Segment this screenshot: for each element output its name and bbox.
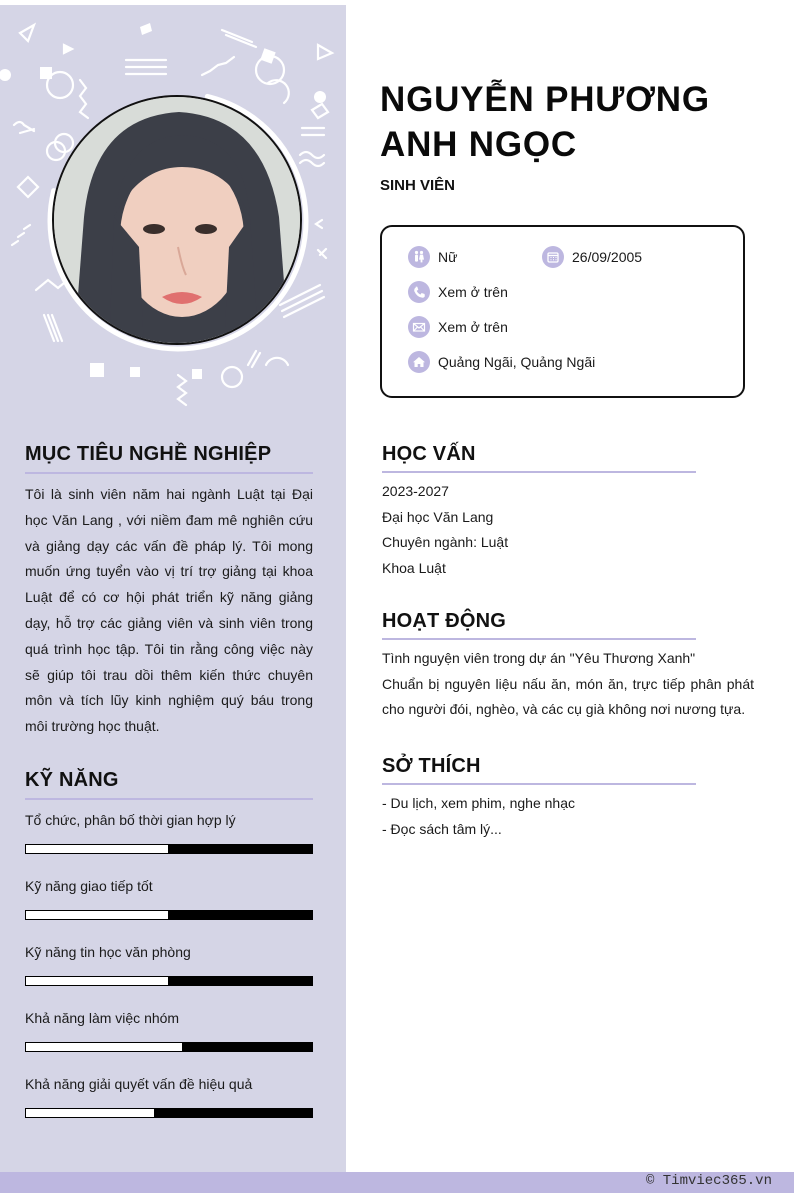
skill-bar xyxy=(25,1042,313,1052)
education-section xyxy=(382,441,754,581)
cv-page xyxy=(0,5,794,1172)
education-faculty: Khoa Luật xyxy=(382,559,446,576)
job-title: SINH VIÊN xyxy=(380,177,456,194)
section-divider xyxy=(25,472,313,474)
profile-header xyxy=(380,77,760,194)
home-icon xyxy=(408,351,430,373)
hobbies-section xyxy=(382,753,754,842)
education-school: Đại học Văn Lang xyxy=(382,508,494,525)
skill-label: Kỹ năng tin học văn phòng xyxy=(25,944,191,960)
email-row xyxy=(408,316,508,338)
skill-item xyxy=(25,1064,313,1130)
section-divider xyxy=(382,783,696,785)
birthday-value: 26/09/2005 xyxy=(572,249,643,265)
phone-value: Xem ở trên xyxy=(438,284,508,300)
full-name xyxy=(380,77,760,167)
skill-bar-fill xyxy=(25,976,169,986)
objective-text: Tôi là sinh viên năm hai ngành Luật tại Đại học Văn Lang , với niềm đam mê nghiên cứu và giảng dạy các vấn đề pháp lý. Tôi mong muốn ứng tuyển vào vị trí trợ giảng tại khoa Luật để có cơ hội phát triển kỹ năng giảng dạy, hỗ trợ các giảng viên và sinh viên trong quá trình học tập. Tôi tin rằng công việc này sẽ giúp tôi trau dồi thêm kiến thức chuyên môn và tích lũy kinh nghiệm quý báu trong môi trường học thuật. xyxy=(25,486,313,735)
gender-icon xyxy=(408,246,430,268)
career-objective-section xyxy=(25,441,313,740)
skill-item xyxy=(25,800,313,866)
skill-label: Tổ chức, phân bố thời gian hợp lý xyxy=(25,812,236,828)
skill-bar-fill xyxy=(25,1108,155,1118)
address-value: Quảng Ngãi, Quảng Ngãi xyxy=(438,354,596,370)
phone-icon xyxy=(408,281,430,303)
skill-bar-fill xyxy=(25,1042,183,1052)
name-line-1: NGUYỄN PHƯƠNG xyxy=(380,80,710,119)
birthday-row xyxy=(542,246,642,268)
skill-bar xyxy=(25,1108,313,1118)
skills-section xyxy=(25,767,313,1130)
skill-label: Kỹ năng giao tiếp tốt xyxy=(25,878,153,894)
section-title: MỤC TIÊU NGHỀ NGHIỆP xyxy=(25,443,272,465)
education-period: 2023-2027 xyxy=(382,483,449,499)
skill-label: Khả năng làm việc nhóm xyxy=(25,1010,180,1026)
skill-item xyxy=(25,998,313,1064)
skill-item xyxy=(25,932,313,998)
skill-bar xyxy=(25,976,313,986)
skill-label: Khả năng giải quyết vấn đề hiệu quả xyxy=(25,1076,253,1092)
email-value: Xem ở trên xyxy=(438,319,508,335)
hobbies-list xyxy=(382,791,754,842)
activity-title: Tình nguyện viên trong dự án "Yêu Thương Xanh" xyxy=(382,650,696,666)
section-divider xyxy=(382,471,696,473)
section-title: HOẠT ĐỘNG xyxy=(382,610,507,632)
activities-details xyxy=(382,646,754,723)
gender-value: Nữ xyxy=(438,249,458,265)
education-details xyxy=(382,479,754,581)
phone-row xyxy=(408,281,508,303)
activity-description: Chuẩn bị nguyên liệu nấu ăn, món ăn, trực tiếp phân phát cho người đói, nghèo, và các cụ già không nơi nương tựa. xyxy=(382,675,754,717)
activities-section xyxy=(382,608,754,723)
email-icon xyxy=(408,316,430,338)
contact-info-card xyxy=(380,225,745,398)
gender-row xyxy=(408,246,457,268)
hobby-item: - Đọc sách tâm lý... xyxy=(382,820,502,837)
section-title: HỌC VẤN xyxy=(382,443,476,465)
address-row xyxy=(408,351,595,373)
section-title: KỸ NĂNG xyxy=(25,769,119,791)
hobby-item: - Du lịch, xem phim, nghe nhạc xyxy=(382,795,575,811)
section-title: SỞ THÍCH xyxy=(382,755,481,777)
calendar-icon xyxy=(542,246,564,268)
name-line-2: ANH NGỌC xyxy=(380,125,577,164)
section-divider xyxy=(382,638,696,640)
portrait-photo-icon xyxy=(54,97,302,345)
footer-bar xyxy=(0,1172,794,1193)
education-major: Chuyên ngành: Luật xyxy=(382,534,509,550)
skill-item xyxy=(25,866,313,932)
skill-bar-fill xyxy=(25,844,169,854)
avatar xyxy=(52,95,302,345)
footer-watermark: © Timviec365.vn xyxy=(645,1173,772,1189)
skill-bar-fill xyxy=(25,910,169,920)
skill-bar xyxy=(25,910,313,920)
skill-bar xyxy=(25,844,313,854)
